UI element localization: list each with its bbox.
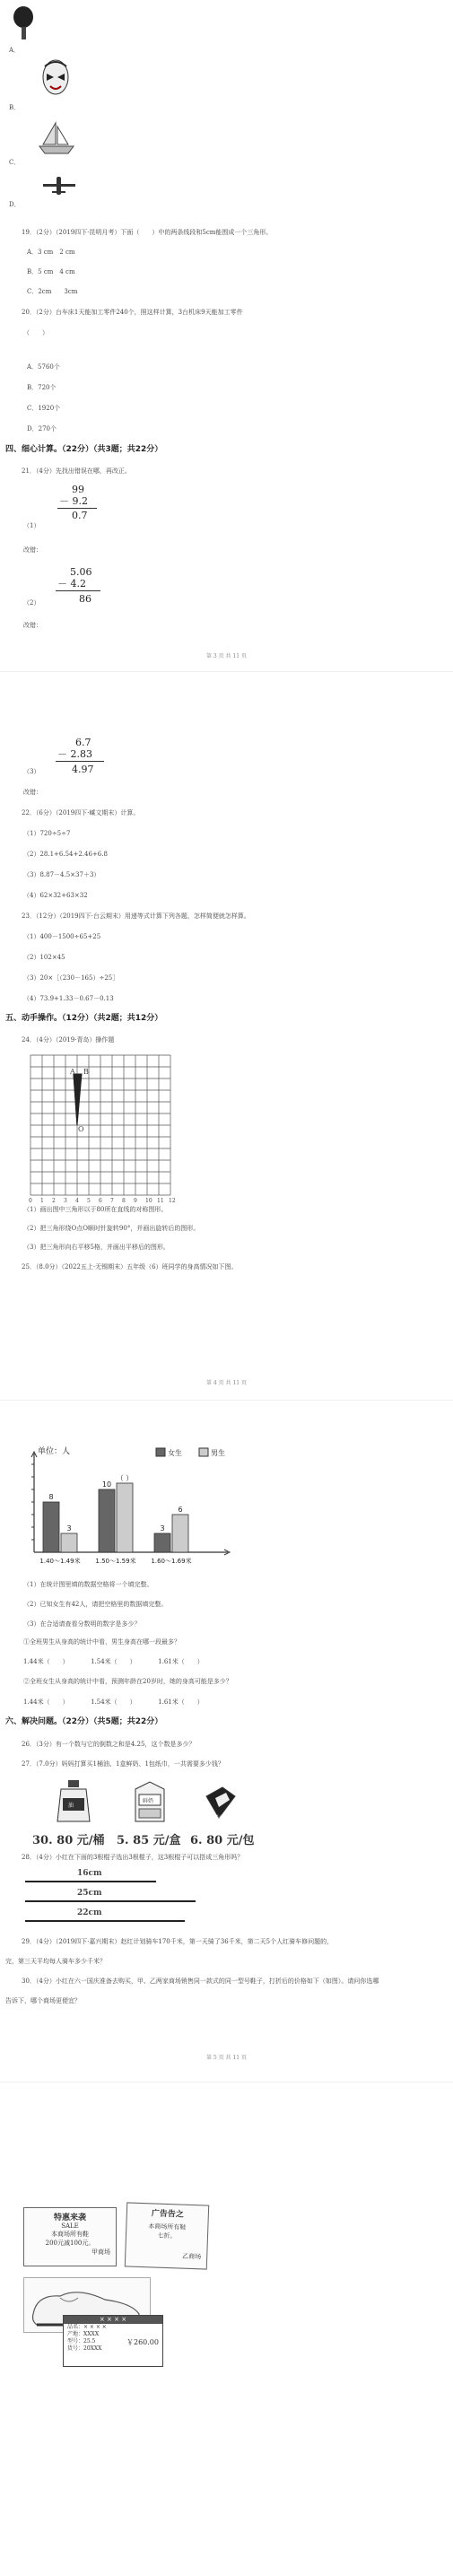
question-30: 30．（4分）小红在六一国庆准备去购买，甲、乙两家商场销售同一款式的同一型号鞋子，打折后的价格如下（如图）。请问你选哪 <box>22 1978 379 1985</box>
opera-mask-image <box>39 57 72 97</box>
legend-swatch <box>156 1448 165 1456</box>
grid-x-tick-label: 11 <box>157 1198 164 1204</box>
calc3-mid: － 2.83 <box>57 748 92 760</box>
grid-x-tick-label: 4 <box>75 1198 79 1204</box>
bar-boy <box>117 1483 133 1552</box>
height-bar-chart <box>22 1446 264 1574</box>
legend-label: 女生 <box>168 1449 182 1457</box>
milk-price: 5. 85 元/盒 <box>117 1834 181 1847</box>
page-break <box>0 1400 453 1401</box>
shop-a-title: 特惠来袭 <box>53 2214 86 2222</box>
calc2-result: 86 <box>79 593 91 605</box>
q24-item-2: （2）把三角形绕O点O顺时针旋转90°，并画出旋转后的图形。 <box>23 1225 200 1232</box>
tag-header: × × × × <box>64 2316 162 2324</box>
option-d-label: D． <box>9 201 21 208</box>
oil-bottle-image <box>54 1778 93 1823</box>
question-25: 25．（8.0分）（2022五上·无锡期末）五年级（6）班同学的身高情况如下图。 <box>22 1263 238 1271</box>
grid-x-tick-label: 8 <box>122 1198 126 1204</box>
q25-item-3c: ②全班女生从身高的统计中看，预测年龄在20岁时，她的身高可能是多少？ <box>23 1678 232 1685</box>
page-4-footer: 第 4 页 共 11 页 <box>206 1380 247 1386</box>
oil-price: 30. 80 元/桶 <box>32 1834 105 1847</box>
shop-a-sale: SALE <box>61 2222 79 2230</box>
question-23: 23．（12分）（2019四下·台云期末）用递等式计算下列各题，怎样简便就怎样算。 <box>22 913 250 920</box>
shop-b-line2: 七折。 <box>157 2231 177 2240</box>
q25-item-3: （3）在合适请查看分数明的数字是多少？ <box>23 1620 141 1628</box>
bar-data-label: 3 <box>160 1524 165 1533</box>
option-c-label: C． <box>9 159 21 166</box>
point-o-label: O <box>78 1125 84 1133</box>
tag-line-2: 产地：XXXX <box>67 2331 100 2337</box>
grid-x-tick-label: 2 <box>52 1198 56 1204</box>
q22-item-2: （2）28.1+6.54+2.46+6.8 <box>23 851 108 858</box>
q22-item-3: （3）8.87－4.5×37＋3） <box>23 871 100 878</box>
rod-2 <box>25 1900 196 1902</box>
grid-x-tick-label: 12 <box>169 1198 176 1204</box>
rod-3-length: 22cm <box>77 1908 102 1917</box>
chart-title: 单位：人 <box>38 1447 71 1456</box>
shop-b-ad <box>125 2202 209 2269</box>
point-a-label: A <box>70 1068 75 1076</box>
tag-price: ￥260.00 <box>126 2338 159 2346</box>
category-label: 1.40～1.49米 <box>39 1558 81 1565</box>
q25-item-1: （1）在统计图里填的数据空格将一个填完整。 <box>23 1581 153 1588</box>
question-21: 21．（4分）先找出错误在哪，再改正。 <box>22 467 131 475</box>
point-b-label: B <box>83 1068 89 1076</box>
option-a-label: A． <box>9 47 21 54</box>
page-break <box>0 671 453 672</box>
q25-row-1: 1.44米（ ） 1.54米（ ） 1.61米（ ） <box>23 1658 204 1665</box>
q23-item-4: （4）73.9+1.33－0.67－0.13 <box>23 995 114 1002</box>
calc1-mid: － 9.2 <box>59 495 88 507</box>
airplane-image <box>39 175 79 196</box>
q23-item-2: （2）102×45 <box>23 954 65 961</box>
q24-item-1: （1）画出图中三角形以于80所在直线的对称图形。 <box>23 1206 168 1213</box>
grid-x-tick-label: 9 <box>134 1198 137 1204</box>
calc2-label: （2） <box>23 599 40 607</box>
page-3-footer: 第 3 页 共 11 页 <box>206 653 247 659</box>
section-5-heading: 五、动手操作。（12分）（共2题；共12分） <box>5 1014 163 1023</box>
shop-a-name: 甲商场 <box>91 2249 110 2256</box>
q25-item-2: （2）已知女生有42人，请把空格里的数据填完整。 <box>23 1601 168 1608</box>
shop-b-name: 乙商场 <box>182 2252 202 2261</box>
bar-boy <box>61 1533 77 1552</box>
question-28: 28．（4分）小红在下面的3根棍子选出3根棍子，这3根棍子可以搭成三角形吗？ <box>22 1854 244 1861</box>
calc3-label: （3） <box>23 768 40 775</box>
rod-1 <box>25 1881 156 1882</box>
section-6-heading: 六、解决问题。（22分）（共5题；共22分） <box>5 1717 163 1726</box>
q19-option-b: B．5 cm 4 cm <box>27 268 75 275</box>
rod-2-length: 25cm <box>77 1889 102 1898</box>
oil-label: 油 <box>68 1803 74 1809</box>
question-22: 22．（6分）（2019四下·嵊文期末）计算。 <box>22 809 140 816</box>
calc3-result: 4.97 <box>72 764 94 775</box>
q22-item-1: （1）720÷5÷7 <box>23 830 71 837</box>
shop-b-line1: 本商场所有鞋 <box>148 2222 187 2231</box>
grid-x-tick-label: 6 <box>99 1198 102 1204</box>
grid-x-tick-label: 3 <box>64 1198 67 1204</box>
q20-option-a: A．5760个 <box>27 363 60 371</box>
shop-b-title: 广告告之 <box>151 2209 185 2220</box>
question-30-cont: 告诉下，哪个商场更便宜？ <box>5 1997 81 2004</box>
calc1-top: 99 <box>72 484 84 495</box>
grid-x-tick-label: 1 <box>40 1198 44 1204</box>
rod-3 <box>25 1920 185 1922</box>
calc2-top: 5.06 <box>70 566 92 578</box>
bar-girl <box>43 1502 59 1552</box>
question-24: 24．（4分）（2019·青岛）操作题 <box>22 1036 115 1043</box>
tag-line-1: 品名：× × × × <box>67 2324 107 2330</box>
q25-row-2: 1.44米（ ） 1.54米（ ） 1.61米（ ） <box>23 1698 204 1706</box>
calc1-label: （1） <box>23 522 40 529</box>
question-27: 27．（7.0分）妈妈打算买1桶油、1盒鲜奶、1包纸巾，一共需要多少钱？ <box>22 1760 224 1768</box>
question-20: 20．（2分）台车床1天能加工零件240个，照这样计算，3台机床9天能加工零件 <box>22 309 243 316</box>
grid-x-tick-label: 7 <box>110 1198 114 1204</box>
q19-option-c: C．2cm 3cm <box>27 288 78 295</box>
page-5-footer: 第 5 页 共 11 页 <box>206 2055 247 2061</box>
bar-girl <box>154 1533 170 1552</box>
bar-girl <box>99 1489 115 1552</box>
calc1-result: 0.7 <box>72 510 88 521</box>
q19-option-a: A．3 cm 2 cm <box>27 249 75 256</box>
fix1-label: 改错： <box>23 546 42 554</box>
grid-x-tick-label: 0 <box>29 1198 32 1204</box>
legend-swatch <box>199 1448 208 1456</box>
grid-x-tick-label: 5 <box>87 1198 91 1204</box>
q24-item-3: （3）把三角形向右平移5格，并画出平移后的图形。 <box>23 1244 170 1251</box>
rod-1-length: 16cm <box>77 1869 102 1878</box>
fix2-label: 改错： <box>23 622 42 629</box>
sailboat-image <box>38 121 75 155</box>
fix3-label: 改错： <box>23 789 42 796</box>
question-29: 29．（4分）（2019四下·嘉兴期末）赵红计划骑车170千米，第一天骑了36千米，第二天5个人红骑车修问题的， <box>22 1938 334 1945</box>
section-4-heading: 四、细心计算。（22分）（共3题；共22分） <box>5 445 163 454</box>
q20-option-d: D．270个 <box>27 425 57 432</box>
bar-data-label: 8 <box>48 1493 54 1501</box>
calc3-top: 6.7 <box>75 737 91 748</box>
bar-data-label: 3 <box>66 1524 72 1533</box>
category-label: 1.50～1.59米 <box>95 1558 136 1565</box>
legend-label: 男生 <box>211 1449 225 1457</box>
coordinate-grid <box>25 1052 240 1201</box>
calc2-mid: － 4.2 <box>57 578 86 589</box>
calc2-rule <box>56 590 100 591</box>
q23-item-1: （1）400－1500÷65+25 <box>23 933 101 940</box>
shop-a-ad <box>23 2207 117 2266</box>
q23-item-3: （3）20×［（230－165）÷25］ <box>23 974 119 982</box>
shop-a-line2: 200元减100元。 <box>45 2240 95 2247</box>
question-26: 26．（3分）有一个数与它的倒数之和是4.25，这个数是多少？ <box>22 1741 196 1748</box>
option-b-label: B． <box>9 104 21 111</box>
q20-option-c: C．1920个 <box>27 405 61 412</box>
calc3-rule <box>56 761 104 762</box>
q25-item-3b: ①全班男生从身高的统计中看，男生身高在哪一段最多？ <box>23 1638 180 1646</box>
grid-x-tick-label: 10 <box>145 1198 152 1204</box>
q20-option-b: B．720个 <box>27 384 57 391</box>
tissue-price: 6. 80 元/包 <box>190 1834 255 1847</box>
q20-blank: （ ） <box>23 329 48 336</box>
bar-data-label: 6 <box>178 1506 183 1514</box>
question-19: 19．（2分）（2019四下·昆明月考）下面（ ）中的两条线段和5cm能围成一个三角形。 <box>22 229 273 236</box>
category-label: 1.60～1.69米 <box>151 1558 192 1565</box>
shop-a-line1: 本商场所有鞋 <box>51 2231 89 2238</box>
tag-line-3: 型号：25.5 <box>67 2338 96 2345</box>
page-break <box>0 2082 453 2083</box>
price-tag <box>63 2315 163 2367</box>
bar-boy <box>172 1515 188 1552</box>
tag-line-4: 货号：20XXX <box>67 2345 102 2352</box>
question-29-cont: 完，第三天平均每人骑车多少千米？ <box>5 1958 106 1965</box>
calc1-rule <box>57 508 97 509</box>
q22-item-4: （4）62×32+63×32 <box>23 892 88 899</box>
tissue-label: 纸巾 <box>213 1815 225 1821</box>
ping-pong-paddle-image <box>11 5 38 41</box>
bar-data-label: （ ） <box>116 1474 134 1482</box>
bar-data-label: 10 <box>101 1480 112 1489</box>
milk-label: 鲜奶 <box>143 1798 154 1804</box>
